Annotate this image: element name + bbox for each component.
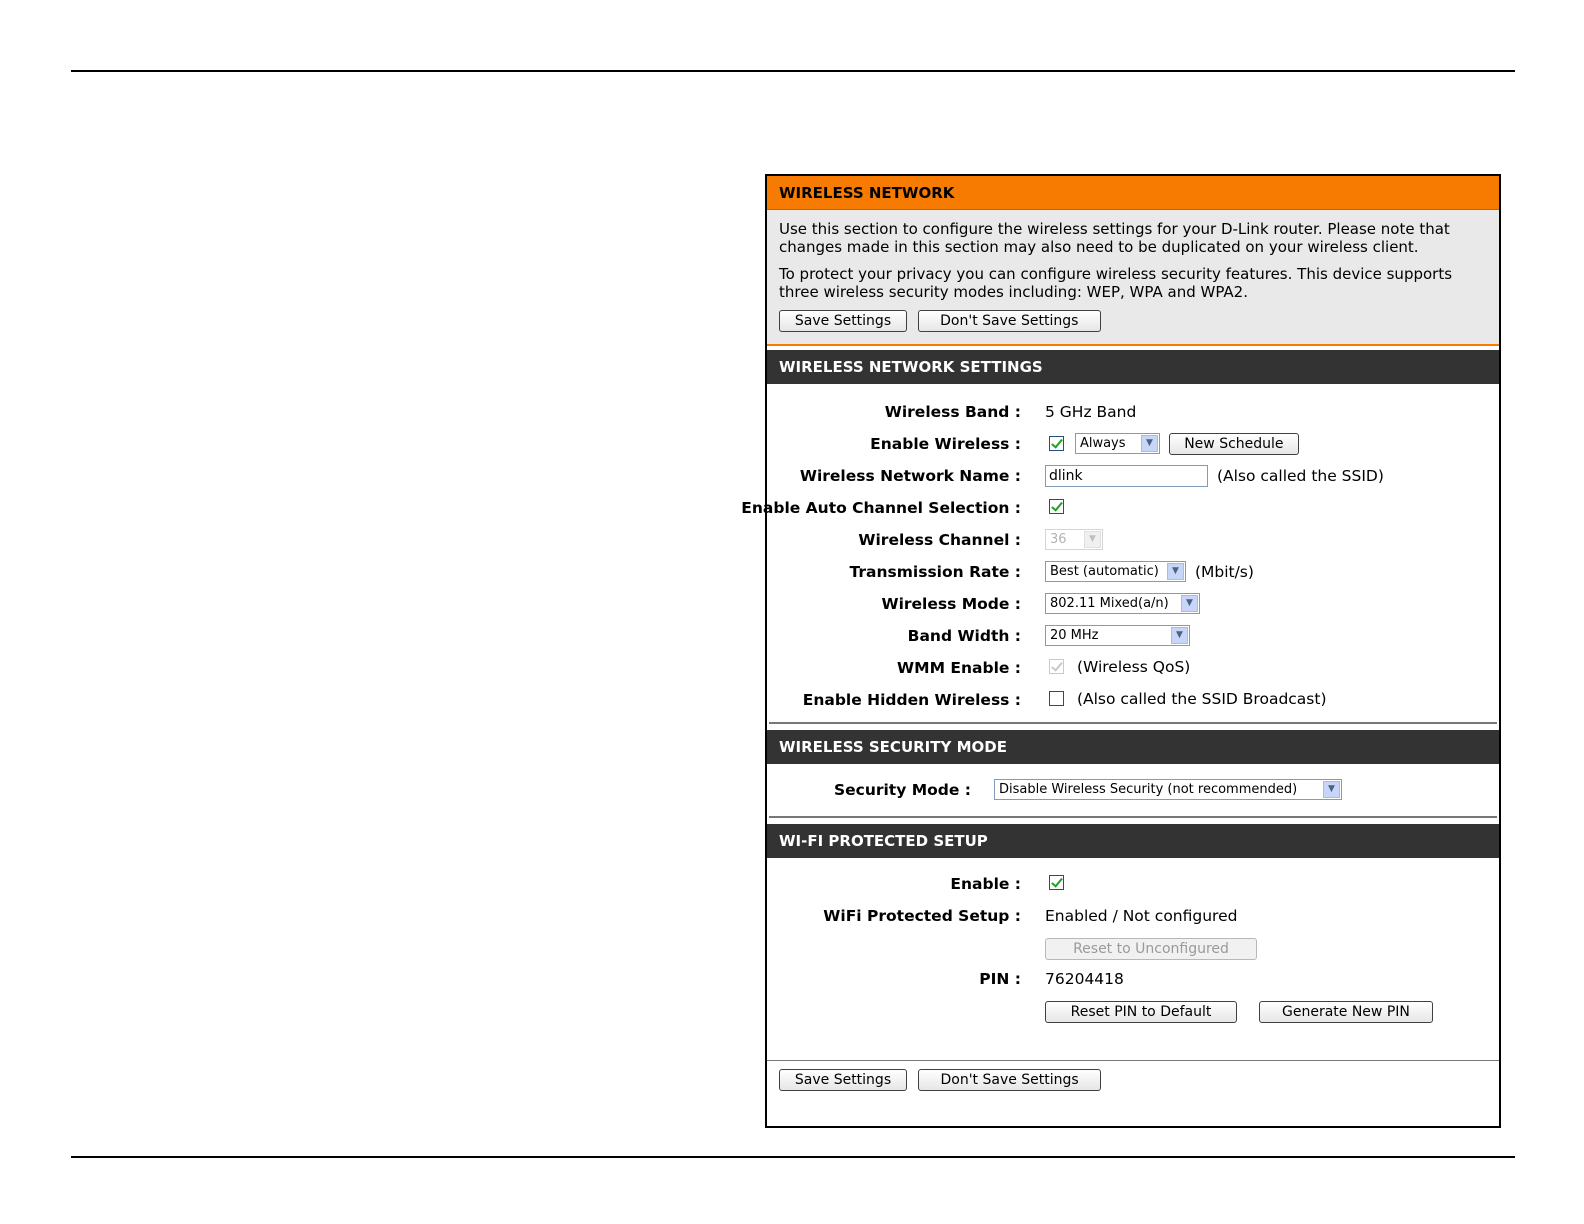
pin-value: 76204418: [1045, 970, 1124, 988]
wireless-mode-label: Wireless Mode :: [881, 595, 1021, 613]
chevron-down-icon: ▼: [1084, 531, 1101, 548]
intro-text-1: Use this section to configure the wireless settings for your D-Link router. Please note that changes made in this section may also need to be duplicated on your wireless client.: [779, 220, 1450, 256]
row-wireless-channel: [767, 528, 1499, 554]
ssid-input[interactable]: dlink: [1045, 465, 1208, 487]
wireless-settings-header: WIRELESS NETWORK SETTINGS: [767, 350, 1499, 384]
row-pin: [767, 967, 1499, 993]
generate-new-pin-button[interactable]: Generate New PIN: [1259, 1001, 1433, 1023]
wireless-network-name-label: Wireless Network Name :: [799, 467, 1021, 485]
band-width-select[interactable]: [1045, 625, 1190, 646]
row-enable-wireless: [767, 432, 1499, 458]
wireless-settings-section: [741, 346, 1499, 724]
chevron-down-icon: ▼: [1141, 435, 1158, 452]
band-width-value: 20 MHz: [1050, 628, 1099, 643]
chevron-down-icon: ▼: [1323, 781, 1340, 798]
dont-save-settings-button-bottom[interactable]: Don't Save Settings: [918, 1069, 1101, 1091]
row-auto-channel: [741, 496, 1499, 522]
wps-status-label: WiFi Protected Setup :: [823, 907, 1021, 925]
band-width-label: Band Width :: [907, 627, 1021, 645]
row-wmm-enable: [767, 656, 1499, 682]
wireless-mode-select[interactable]: [1045, 593, 1200, 614]
chevron-down-icon: ▼: [1171, 627, 1188, 644]
save-settings-button-top[interactable]: Save Settings: [779, 310, 907, 332]
enable-wireless-label: Enable Wireless :: [870, 435, 1021, 453]
intro-text-2: To protect your privacy you can configure wireless security features. This device supports three wireless security modes including: WEP, WPA and WPA2.: [779, 265, 1453, 301]
chevron-down-icon: ▼: [1181, 595, 1198, 612]
row-wps-enable: [767, 872, 1499, 898]
row-wps-status: [767, 904, 1499, 930]
wireless-mode-value: 802.11 Mixed(a/n): [1050, 596, 1169, 611]
schedule-select-value: Always: [1079, 436, 1126, 451]
row-reset-unconfigured: [767, 938, 1499, 964]
wireless-network-header: WIRELESS NETWORK: [767, 176, 1499, 210]
wireless-band-label: Wireless Band :: [884, 403, 1021, 421]
wps-header: WI-FI PROTECTED SETUP: [767, 824, 1499, 858]
auto-channel-checkbox[interactable]: [1049, 499, 1064, 514]
save-settings-button-bottom[interactable]: Save Settings: [779, 1069, 907, 1091]
reset-to-unconfigured-button: Reset to Unconfigured: [1045, 938, 1257, 960]
hidden-wireless-note: (Also called the SSID Broadcast): [1076, 689, 1327, 708]
wmm-note: (Wireless QoS): [1076, 657, 1191, 676]
wireless-channel-select: [1045, 529, 1103, 550]
security-mode-section: [767, 724, 1499, 818]
row-band-width: [767, 624, 1499, 650]
wireless-channel-label: Wireless Channel :: [858, 531, 1021, 549]
hidden-wireless-label: Enable Hidden Wireless :: [802, 691, 1021, 709]
wps-enable-label: Enable :: [950, 875, 1021, 893]
hidden-wireless-checkbox[interactable]: [1049, 691, 1064, 706]
wireless-channel-value: 36: [1050, 532, 1067, 547]
wps-enable-checkbox[interactable]: [1049, 875, 1064, 890]
security-mode-select[interactable]: [994, 779, 1342, 800]
wps-section: [767, 818, 1499, 1060]
chevron-down-icon: ▼: [1167, 563, 1184, 580]
transmission-rate-unit: (Mbit/s): [1194, 562, 1254, 581]
row-wireless-band: [767, 400, 1499, 426]
footer-buttons: [767, 1060, 1499, 1091]
ssid-note: (Also called the SSID): [1216, 467, 1384, 485]
wireless-band-value: 5 GHz Band: [1045, 403, 1137, 421]
wireless-config-panel: [741, 174, 1501, 1128]
new-schedule-button[interactable]: New Schedule: [1169, 433, 1299, 455]
security-mode-label: Security Mode :: [833, 781, 971, 799]
enable-wireless-checkbox[interactable]: [1049, 436, 1064, 451]
pin-label: PIN :: [979, 970, 1021, 988]
row-transmission-rate: [767, 560, 1499, 586]
auto-channel-label: Enable Auto Channel Selection :: [741, 499, 1021, 517]
row-pin-buttons: [767, 1001, 1499, 1027]
top-rule: [71, 70, 1515, 72]
transmission-rate-value: Best (automatic): [1050, 564, 1159, 579]
row-wireless-network-name: [767, 464, 1499, 490]
bottom-rule: [71, 1156, 1515, 1158]
wmm-enable-label: WMM Enable :: [897, 659, 1021, 677]
row-security-mode: [767, 778, 1499, 804]
security-mode-header: WIRELESS SECURITY MODE: [767, 730, 1499, 764]
transmission-rate-label: Transmission Rate :: [849, 563, 1021, 581]
wmm-enable-checkbox: [1049, 659, 1064, 674]
wireless-network-intro: [767, 210, 1499, 346]
security-mode-value: Disable Wireless Security (not recommended): [999, 782, 1298, 797]
row-wireless-mode: [767, 592, 1499, 618]
transmission-rate-select[interactable]: [1045, 561, 1186, 582]
schedule-select[interactable]: [1075, 433, 1160, 454]
wps-status-value: Enabled / Not configured: [1045, 907, 1238, 925]
row-hidden-wireless: [767, 688, 1499, 714]
reset-pin-button[interactable]: Reset PIN to Default: [1045, 1001, 1237, 1023]
dont-save-settings-button-top[interactable]: Don't Save Settings: [918, 310, 1101, 332]
